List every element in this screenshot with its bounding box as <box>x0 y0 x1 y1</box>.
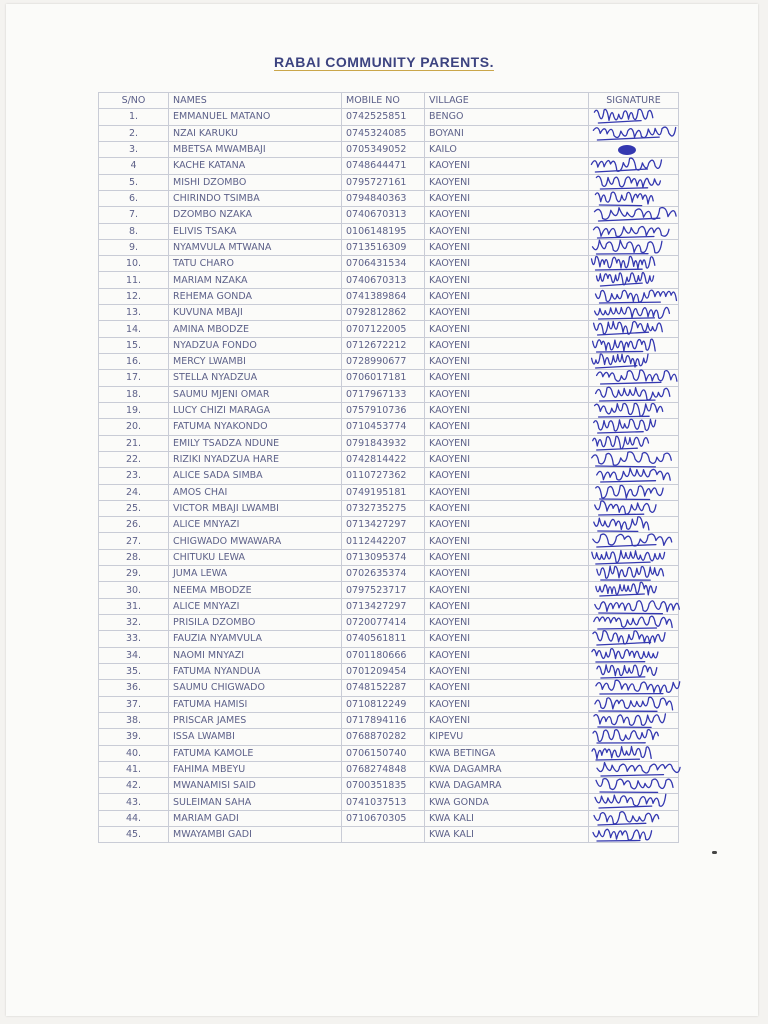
row-sn: 6. <box>99 190 169 206</box>
row-sn: 31. <box>99 598 169 614</box>
row-village: KAOYENI <box>425 582 589 598</box>
row-name: MERCY LWAMBI <box>169 354 342 370</box>
row-sn: 30. <box>99 582 169 598</box>
row-name: CHIRINDO TSIMBA <box>169 190 342 206</box>
row-village: KAOYENI <box>425 451 589 467</box>
row-sn: 15. <box>99 337 169 353</box>
row-village: KAOYENI <box>425 288 589 304</box>
row-village: KAOYENI <box>425 598 589 614</box>
row-sn: 19. <box>99 402 169 418</box>
row-village: KAOYENI <box>425 663 589 679</box>
row-name: PRISCAR JAMES <box>169 712 342 728</box>
row-mobile: 0713427297 <box>342 517 425 533</box>
row-sn: 13. <box>99 305 169 321</box>
row-mobile: 0717967133 <box>342 386 425 402</box>
row-mobile: 0702635374 <box>342 566 425 582</box>
row-mobile: 0742814422 <box>342 451 425 467</box>
row-name: ALICE SADA SIMBA <box>169 468 342 484</box>
row-mobile: 0106148195 <box>342 223 425 239</box>
row-name: CHIGWADO MWAWARA <box>169 533 342 549</box>
row-sn: 9. <box>99 239 169 255</box>
header-signature: SIGNATURE <box>589 93 679 109</box>
row-village: KAOYENI <box>425 272 589 288</box>
row-mobile: 0700351835 <box>342 778 425 794</box>
row-village: BOYANI <box>425 125 589 141</box>
row-mobile: 0757910736 <box>342 402 425 418</box>
row-name: SULEIMAN SAHA <box>169 794 342 810</box>
row-sn: 5. <box>99 174 169 190</box>
row-name: NAOMI MNYAZI <box>169 647 342 663</box>
row-sn: 4 <box>99 158 169 174</box>
row-sn: 16. <box>99 354 169 370</box>
row-mobile: 0110727362 <box>342 468 425 484</box>
row-mobile: 0710453774 <box>342 419 425 435</box>
ink-speck <box>712 851 717 854</box>
row-mobile: 0728990677 <box>342 354 425 370</box>
row-mobile <box>342 827 425 843</box>
row-village: KIPEVU <box>425 729 589 745</box>
row-village: KAOYENI <box>425 566 589 582</box>
row-name: MARIAM NZAKA <box>169 272 342 288</box>
row-name: FATUMA KAMOLE <box>169 745 342 761</box>
row-mobile: 0706150740 <box>342 745 425 761</box>
row-name: VICTOR MBAJI LWAMBI <box>169 500 342 516</box>
row-village: KAOYENI <box>425 419 589 435</box>
row-village: KAOYENI <box>425 484 589 500</box>
row-mobile: 0740670313 <box>342 207 425 223</box>
row-sn: 22. <box>99 451 169 467</box>
row-mobile: 0732735275 <box>342 500 425 516</box>
row-village: KAOYENI <box>425 158 589 174</box>
row-name: RIZIKI NYADZUA HARE <box>169 451 342 467</box>
row-mobile: 0713427297 <box>342 598 425 614</box>
row-village: KAOYENI <box>425 712 589 728</box>
row-name: MISHI DZOMBO <box>169 174 342 190</box>
row-mobile: 0797523717 <box>342 582 425 598</box>
row-village: KAOYENI <box>425 337 589 353</box>
row-sn: 23. <box>99 468 169 484</box>
row-sn: 40. <box>99 745 169 761</box>
row-mobile: 0710812249 <box>342 696 425 712</box>
row-sn: 12. <box>99 288 169 304</box>
row-sn: 41. <box>99 761 169 777</box>
row-sn: 37. <box>99 696 169 712</box>
row-name: FAHIMA MBEYU <box>169 761 342 777</box>
row-name: FATUMA NYAKONDO <box>169 419 342 435</box>
row-village: KAOYENI <box>425 174 589 190</box>
document-title: RABAI COMMUNITY PARENTS. <box>274 54 494 70</box>
row-name: EMILY TSADZA NDUNE <box>169 435 342 451</box>
row-name: LUCY CHIZI MARAGA <box>169 402 342 418</box>
row-sn: 44. <box>99 810 169 826</box>
row-name: TATU CHARO <box>169 256 342 272</box>
row-name: PRISILA DZOMBO <box>169 615 342 631</box>
table-body <box>99 109 679 843</box>
row-village: KAOYENI <box>425 207 589 223</box>
row-mobile: 0749195181 <box>342 484 425 500</box>
row-village: KAOYENI <box>425 696 589 712</box>
row-name: MARIAM GADI <box>169 810 342 826</box>
row-sn: 45. <box>99 827 169 843</box>
row-name: NZAI KARUKU <box>169 125 342 141</box>
row-mobile: 0706017181 <box>342 370 425 386</box>
row-sn: 3. <box>99 141 169 157</box>
row-village: KAILO <box>425 141 589 157</box>
row-village: KAOYENI <box>425 615 589 631</box>
row-sn: 25. <box>99 500 169 516</box>
row-sn: 28. <box>99 549 169 565</box>
row-sn: 27. <box>99 533 169 549</box>
row-village: KAOYENI <box>425 533 589 549</box>
row-mobile: 0713095374 <box>342 549 425 565</box>
row-village: KAOYENI <box>425 549 589 565</box>
row-village: KAOYENI <box>425 435 589 451</box>
row-village: KAOYENI <box>425 190 589 206</box>
row-name: JUMA LEWA <box>169 566 342 582</box>
row-sn: 26. <box>99 517 169 533</box>
row-name: AMINA MBODZE <box>169 321 342 337</box>
row-village: KWA BETINGA <box>425 745 589 761</box>
row-village: KAOYENI <box>425 321 589 337</box>
row-mobile: 0706431534 <box>342 256 425 272</box>
row-mobile: 0792812862 <box>342 305 425 321</box>
row-name: ALICE MNYAZI <box>169 517 342 533</box>
row-mobile: 0705349052 <box>342 141 425 157</box>
row-mobile: 0768870282 <box>342 729 425 745</box>
row-village: BENGO <box>425 109 589 125</box>
row-name: ELIVIS TSAKA <box>169 223 342 239</box>
header-names: NAMES <box>169 93 342 109</box>
row-name: FATUMA HAMISI <box>169 696 342 712</box>
row-mobile: 0741389864 <box>342 288 425 304</box>
row-name: ALICE MNYAZI <box>169 598 342 614</box>
row-name: DZOMBO NZAKA <box>169 207 342 223</box>
row-sn: 34. <box>99 647 169 663</box>
row-name: NEEMA MBODZE <box>169 582 342 598</box>
row-mobile: 0791843932 <box>342 435 425 451</box>
handwritten-signature <box>589 823 681 845</box>
row-mobile: 0748152287 <box>342 680 425 696</box>
row-village: KAOYENI <box>425 239 589 255</box>
row-mobile: 0794840363 <box>342 190 425 206</box>
row-mobile: 0710670305 <box>342 810 425 826</box>
row-mobile: 0740561811 <box>342 631 425 647</box>
attendance-table <box>98 92 679 843</box>
row-village: KAOYENI <box>425 402 589 418</box>
row-mobile: 0717894116 <box>342 712 425 728</box>
row-sn: 36. <box>99 680 169 696</box>
row-sn: 10. <box>99 256 169 272</box>
row-village: KAOYENI <box>425 468 589 484</box>
row-sn: 2. <box>99 125 169 141</box>
row-village: KAOYENI <box>425 305 589 321</box>
row-mobile: 0742525851 <box>342 109 425 125</box>
row-sn: 43. <box>99 794 169 810</box>
row-name: NYAMVULA MTWANA <box>169 239 342 255</box>
row-mobile: 0720077414 <box>342 615 425 631</box>
row-mobile: 0741037513 <box>342 794 425 810</box>
row-village: KAOYENI <box>425 631 589 647</box>
row-name: MWANAMISI SAID <box>169 778 342 794</box>
row-village: KAOYENI <box>425 370 589 386</box>
row-sn: 33. <box>99 631 169 647</box>
row-sn: 17. <box>99 370 169 386</box>
row-mobile: 0701209454 <box>342 663 425 679</box>
table-row <box>99 827 679 843</box>
row-name: REHEMA GONDA <box>169 288 342 304</box>
row-mobile: 0748644471 <box>342 158 425 174</box>
row-signature <box>589 827 679 843</box>
row-village: KWA DAGAMRA <box>425 778 589 794</box>
row-sn: 32. <box>99 615 169 631</box>
row-mobile: 0745324085 <box>342 125 425 141</box>
row-name: ISSA LWAMBI <box>169 729 342 745</box>
row-name: EMMANUEL MATANO <box>169 109 342 125</box>
row-village: KAOYENI <box>425 680 589 696</box>
row-village: KAOYENI <box>425 223 589 239</box>
row-name: MWAYAMBI GADI <box>169 827 342 843</box>
row-mobile: 0701180666 <box>342 647 425 663</box>
row-village: KWA DAGAMRA <box>425 761 589 777</box>
row-village: KWA KALI <box>425 827 589 843</box>
row-name: MBETSA MWAMBAJI <box>169 141 342 157</box>
header-mobile: MOBILE NO <box>342 93 425 109</box>
row-village: KAOYENI <box>425 517 589 533</box>
row-village: KAOYENI <box>425 647 589 663</box>
row-name: KACHE KATANA <box>169 158 342 174</box>
row-name: KUVUNA MBAJI <box>169 305 342 321</box>
row-mobile: 0712672212 <box>342 337 425 353</box>
row-sn: 1. <box>99 109 169 125</box>
row-village: KWA GONDA <box>425 794 589 810</box>
row-sn: 35. <box>99 663 169 679</box>
row-sn: 20. <box>99 419 169 435</box>
row-village: KAOYENI <box>425 386 589 402</box>
row-sn: 18. <box>99 386 169 402</box>
row-sn: 11. <box>99 272 169 288</box>
row-sn: 21. <box>99 435 169 451</box>
row-sn: 14. <box>99 321 169 337</box>
row-name: FAUZIA NYAMVULA <box>169 631 342 647</box>
row-mobile: 0713516309 <box>342 239 425 255</box>
row-name: SAUMU MJENI OMAR <box>169 386 342 402</box>
row-mobile: 0707122005 <box>342 321 425 337</box>
row-sn: 38. <box>99 712 169 728</box>
row-village: KWA KALI <box>425 810 589 826</box>
row-name: AMOS CHAI <box>169 484 342 500</box>
row-sn: 24. <box>99 484 169 500</box>
row-sn: 7. <box>99 207 169 223</box>
row-mobile: 0112442207 <box>342 533 425 549</box>
header-sn: S/NO <box>99 93 169 109</box>
row-village: KAOYENI <box>425 500 589 516</box>
row-name: SAUMU CHIGWADO <box>169 680 342 696</box>
row-mobile: 0795727161 <box>342 174 425 190</box>
row-sn: 42. <box>99 778 169 794</box>
header-village: VILLAGE <box>425 93 589 109</box>
row-name: FATUMA NYANDUA <box>169 663 342 679</box>
row-sn: 39. <box>99 729 169 745</box>
row-village: KAOYENI <box>425 354 589 370</box>
row-name: CHITUKU LEWA <box>169 549 342 565</box>
row-sn: 8. <box>99 223 169 239</box>
row-name: NYADZUA FONDO <box>169 337 342 353</box>
row-mobile: 0740670313 <box>342 272 425 288</box>
row-name: STELLA NYADZUA <box>169 370 342 386</box>
row-mobile: 0768274848 <box>342 761 425 777</box>
row-sn: 29. <box>99 566 169 582</box>
row-village: KAOYENI <box>425 256 589 272</box>
